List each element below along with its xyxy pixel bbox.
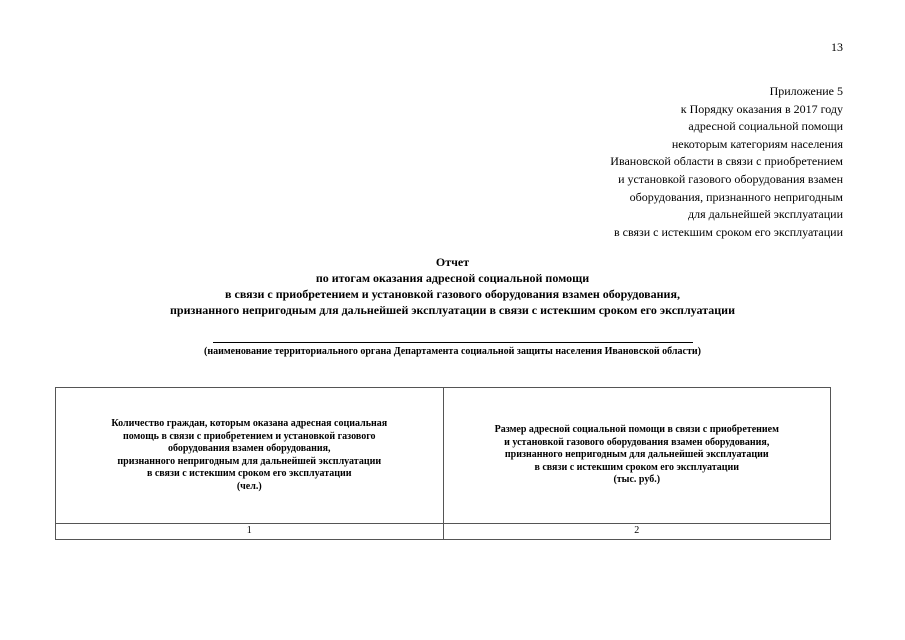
table-header-cell-assistance-amount xyxy=(443,388,831,524)
header-line: Размер адресной социальной помощи в связи с приобретением xyxy=(494,424,779,436)
appendix-line: оборудования, признанного непригодным xyxy=(629,189,843,204)
table-header-row xyxy=(56,388,831,524)
appendix-block xyxy=(610,83,843,241)
report-table xyxy=(55,387,831,540)
report-title-line: признанного непригодным для дальнейшей эксплуатации в связи с истекшим сроком его эксплуатации xyxy=(170,303,735,317)
header-line: оборудования взамен оборудования, xyxy=(167,443,331,454)
header-line: и установкой газового оборудования взамен оборудования, xyxy=(504,436,770,448)
header-line: (тыс. руб.) xyxy=(613,474,661,486)
column-number: 2 xyxy=(443,524,831,540)
appendix-line: некоторым категориям населения xyxy=(671,136,843,151)
header-line: признанного непригодным для дальнейшей эксплуатации xyxy=(504,449,769,461)
appendix-line: Приложение 5 xyxy=(769,84,843,98)
report-title-line: Отчет xyxy=(435,255,470,269)
header-line: в связи с истекшим сроком его эксплуатации xyxy=(534,461,740,473)
org-name-underline xyxy=(213,336,693,343)
appendix-line: к Порядку оказания в 2017 году xyxy=(680,101,843,116)
header-line: помощь в связи с приобретением и установкой газового xyxy=(122,430,376,442)
appendix-line: и установкой газового оборудования взамен xyxy=(618,171,843,186)
header-line: признанного непригодным для дальнейшей эксплуатации xyxy=(117,455,382,467)
header-line: Количество граждан, которым оказана адресная социальная xyxy=(111,418,388,429)
header-line: (чел.) xyxy=(236,480,262,492)
report-title-line: в связи с приобретением и установкой газового оборудования взамен оборудования, xyxy=(225,287,680,301)
report-title xyxy=(0,254,905,318)
report-title-line: по итогам оказания адресной социальной помощи xyxy=(315,271,590,285)
column-number: 1 xyxy=(56,524,444,540)
appendix-line: адресной социальной помощи xyxy=(688,119,843,134)
appendix-line: для дальнейшей эксплуатации xyxy=(687,207,843,222)
table-header-cell-citizens-count xyxy=(56,388,444,524)
table-number-row xyxy=(56,524,831,540)
page-number: 13 xyxy=(831,40,843,54)
org-name-caption: (наименование территориального органа Департамента социальной защиты населения Ивановской области) xyxy=(204,346,701,357)
appendix-line: Ивановской области в связи с приобретением xyxy=(610,154,843,169)
appendix-line: в связи с истекшим сроком его эксплуатации xyxy=(613,224,843,239)
header-line: в связи с истекшим сроком его эксплуатации xyxy=(146,468,352,479)
